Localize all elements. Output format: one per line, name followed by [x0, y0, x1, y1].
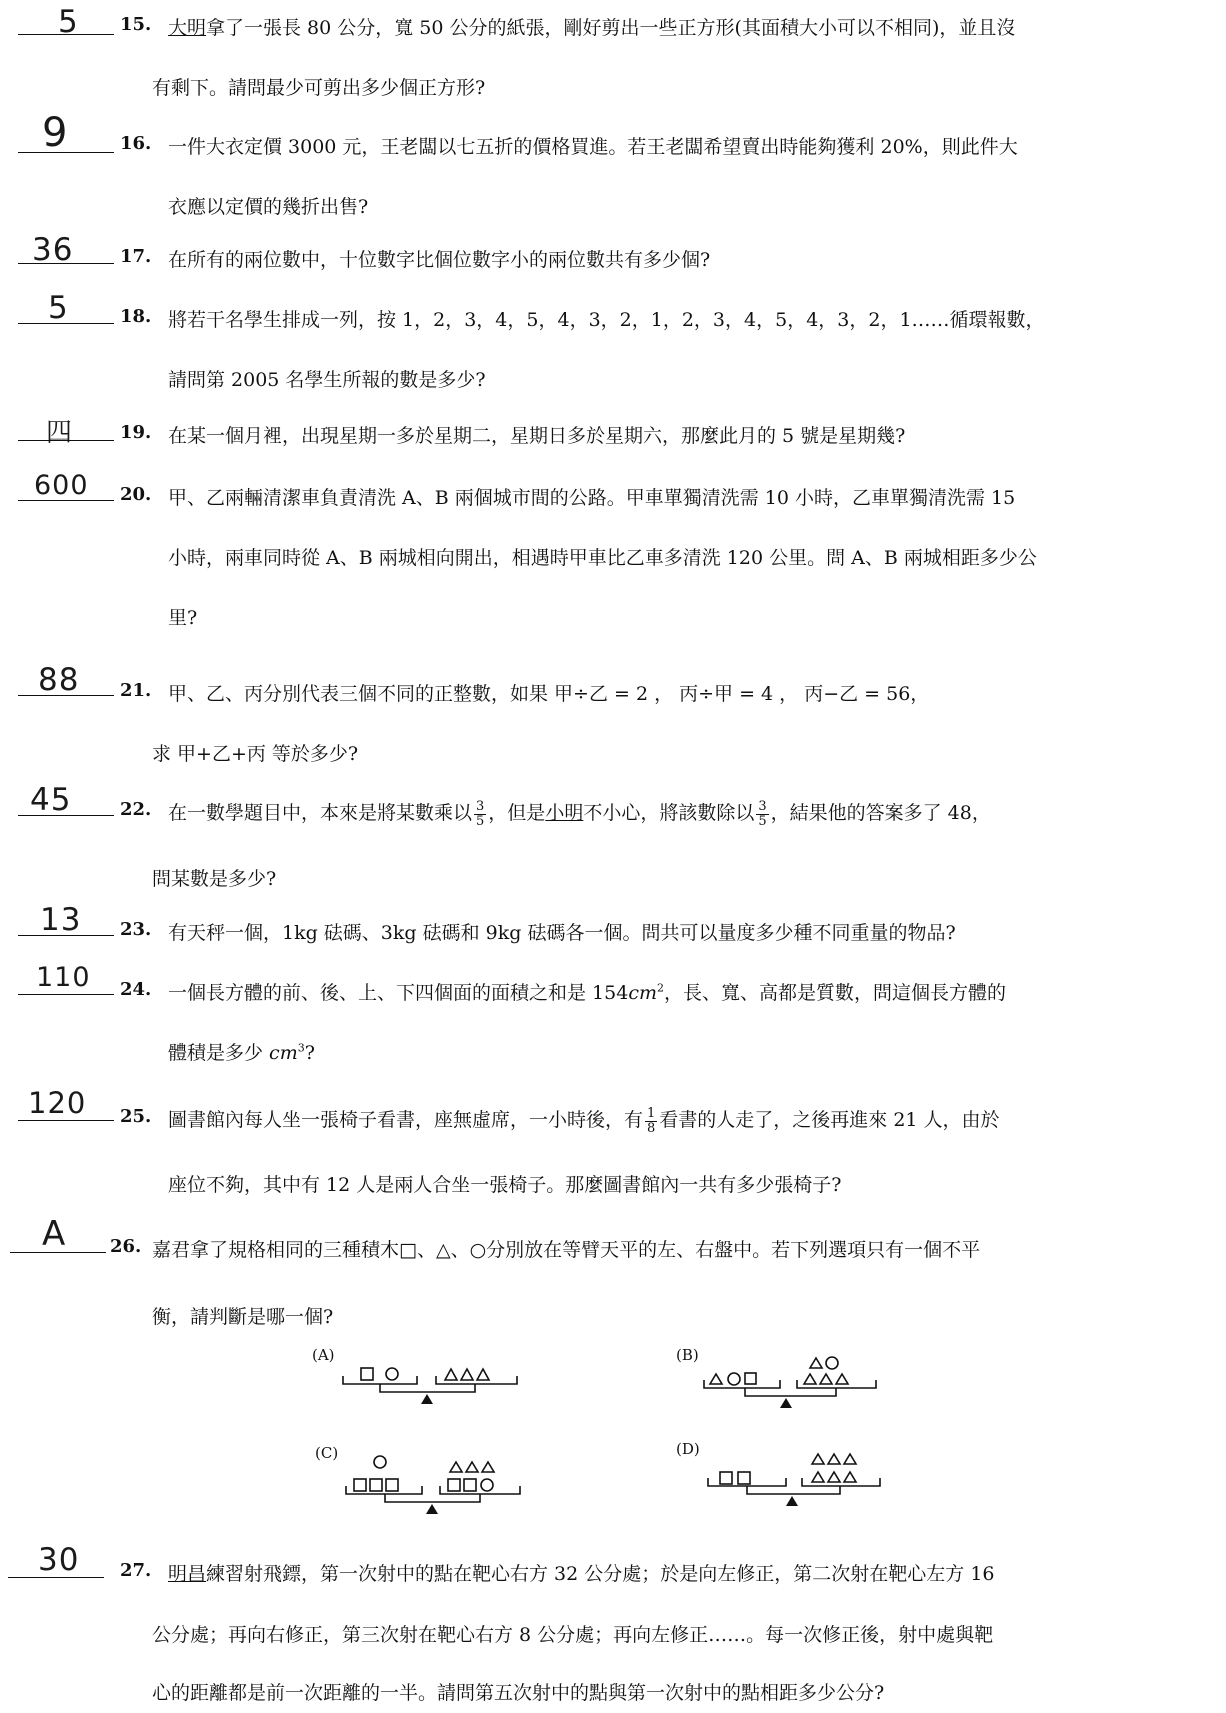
- question-22-line-1: [168, 798, 991, 829]
- answer-blank-23[interactable]: [18, 935, 114, 936]
- question-16-line-1: 一件大衣定價 3000 元，王老闆以七五折的價格買進。若王老闆希望賣出時能夠獲利 20%，則此件大: [168, 136, 1018, 158]
- answer-25: 120: [28, 1086, 87, 1120]
- question-number-18: 18.: [120, 306, 152, 327]
- answer-27: 30: [38, 1542, 80, 1578]
- question-15-line-2: 有剩下。請問最少可剪出多少個正方形?: [152, 77, 486, 99]
- question-18-line-1: 將若干名學生排成一列，按 1，2，3，4，5，4，3，2，1，2，3，4，5，4，3，2，1……循環報數，: [168, 309, 1045, 331]
- question-19-line-1: 在某一個月裡，出現星期一多於星期二，星期日多於星期六，那麼此月的 5 號是星期幾?: [168, 425, 906, 447]
- question-25-line-2: 座位不夠，其中有 12 人是兩人合坐一張椅子。那麼圖書館內一共有多少張椅子?: [168, 1174, 842, 1196]
- question-number-27: 27.: [120, 1560, 152, 1581]
- question-number-16: 16.: [120, 133, 152, 154]
- answer-blank-20[interactable]: [18, 500, 114, 501]
- answer-blank-21[interactable]: [18, 695, 114, 696]
- q24-text-d: ?: [304, 1042, 315, 1064]
- q27-name-mingchang: 明昌: [168, 1563, 207, 1585]
- balance-scale-c: [340, 1452, 530, 1524]
- answer-blank-24[interactable]: [18, 994, 114, 995]
- question-21-line-2: 求 甲+乙+丙 等於多少?: [152, 743, 359, 765]
- balance-scale-d: [702, 1448, 892, 1514]
- q24-text-b: ，長、寬、高都是質數，問這個長方體的: [663, 982, 1006, 1004]
- q24-sup: 2: [656, 981, 664, 995]
- option-c-label: (C): [315, 1444, 339, 1462]
- answer-18: 5: [48, 290, 69, 326]
- question-17-line-1: 在所有的兩位數中，十位數字比個位數字小的兩位數共有多少個?: [168, 249, 711, 271]
- question-20-line-3: 里?: [168, 607, 198, 629]
- question-23-line-1: 有天秤一個，1kg 砝碼、3kg 砝碼和 9kg 砝碼各一個。問共可以量度多少種不同重量的物品?: [168, 922, 956, 944]
- question-15-line-1: [168, 13, 1015, 40]
- q27-text-a: 練習射飛鏢，第一次射中的點在靶心右方 32 公分處；於是向左修正，第二次射在靶心左方 16: [206, 1563, 995, 1585]
- question-number-20: 20.: [120, 484, 152, 505]
- fraction-3-5-b: $\frac{3}{5}$: [758, 798, 767, 829]
- question-27-line-3: 心的距離都是前一次距離的一半。請問第五次射中的點與第一次射中的點相距多少公分?: [152, 1682, 885, 1704]
- q22-name-xiaoming: 小明: [545, 802, 584, 824]
- q15-name-daming: 大明: [168, 17, 207, 39]
- q24-unit-cm: cm: [628, 982, 657, 1004]
- q15-text-1: 大明拿了一張長 80 公分，寬 50 公分的紙張，剛好剪出一些正方形(其面積大小可以不相同)，並且沒: [168, 17, 1016, 39]
- answer-19: 四: [46, 418, 74, 448]
- q25-text-b: 看書的人走了，之後再進來 21 人，由於: [659, 1109, 1000, 1131]
- answer-26: A: [42, 1214, 67, 1254]
- answer-blank-19[interactable]: [18, 440, 114, 441]
- question-number-22: 22.: [120, 799, 152, 820]
- fraction-3-5-a: $\frac{3}{5}$: [476, 798, 485, 829]
- answer-blank-22[interactable]: [18, 815, 114, 816]
- q25-text-a: 圖書館內每人坐一張椅子看書，座無虛席，一小時後，有: [168, 1109, 644, 1131]
- answer-22: 45: [30, 782, 72, 818]
- fraction-1-8: $\frac{1}{8}$: [647, 1105, 656, 1136]
- answer-blank-25[interactable]: [18, 1120, 114, 1121]
- answer-23: 13: [40, 902, 82, 938]
- question-25-line-1: [168, 1105, 1000, 1136]
- q24-unit-cm-2: cm: [269, 1042, 298, 1064]
- question-24-line-2: [168, 1038, 315, 1065]
- answer-blank-15[interactable]: [18, 34, 114, 35]
- q22-text-c: 不小心，將該數除以: [583, 802, 755, 824]
- question-number-21: 21.: [120, 680, 152, 701]
- balance-scale-a: [335, 1362, 520, 1412]
- balance-scale-b: [700, 1356, 885, 1412]
- answer-24: 110: [36, 962, 91, 993]
- option-d-label: (D): [676, 1440, 700, 1458]
- question-24-line-1: [168, 978, 1006, 1005]
- q24-sup-2: 3: [297, 1041, 305, 1055]
- answer-15: 5: [58, 4, 79, 40]
- answer-17: 36: [32, 232, 74, 268]
- q22-text-d: ，結果他的答案多了 48，: [770, 802, 991, 824]
- answer-blank-17[interactable]: [18, 263, 114, 264]
- question-26-line-2: 衡，請判斷是哪一個?: [152, 1306, 334, 1328]
- question-20-line-2: 小時，兩車同時從 A、B 兩城相向開出，相遇時甲車比乙車多清洗 120 公里。問 A、B 兩城相距多少公: [168, 547, 1037, 569]
- question-number-19: 19.: [120, 422, 152, 443]
- option-a-label: (A): [312, 1346, 335, 1364]
- question-26-line-1: 嘉君拿了規格相同的三種積木□、△、○分別放在等臂天平的左、右盤中。若下列選項只有一個不平: [152, 1239, 981, 1261]
- question-number-26: 26.: [110, 1236, 142, 1257]
- question-number-17: 17.: [120, 246, 152, 267]
- question-20-line-1: 甲、乙兩輛清潔車負責清洗 A、B 兩個城市間的公路。甲車單獨清洗需 10 小時，乙車單獨清洗需 15: [168, 487, 1016, 509]
- answer-16: 9: [42, 110, 69, 156]
- answer-blank-26[interactable]: [10, 1252, 106, 1253]
- question-22-line-2: 問某數是多少?: [152, 868, 277, 890]
- q24-text-a: 一個長方體的前、後、上、下四個面的面積之和是 154: [168, 982, 629, 1004]
- answer-blank-16[interactable]: [18, 152, 114, 153]
- q22-text-a: 在一數學題目中，本來是將某數乘以: [168, 802, 473, 824]
- q24-text-c: 體積是多少: [168, 1042, 270, 1064]
- question-21-line-1: 甲、乙、丙分別代表三個不同的正整數，如果 甲÷乙 = 2 ， 丙÷甲 = 4 ， 丙−乙 = 56，: [168, 683, 930, 705]
- answer-blank-18[interactable]: [18, 323, 114, 324]
- option-b-label: (B): [676, 1346, 699, 1364]
- answer-20: 600: [34, 470, 89, 501]
- question-27-line-2: 公分處；再向右修正，第三次射在靶心右方 8 公分處；再向左修正……。每一次修正後，射中處與靶: [152, 1624, 994, 1646]
- question-18-line-2: 請問第 2005 名學生所報的數是多少?: [168, 369, 486, 391]
- question-16-line-2: 衣應以定價的幾折出售?: [168, 196, 369, 218]
- q22-text-b: ，但是: [488, 802, 546, 824]
- answer-blank-27[interactable]: [8, 1577, 104, 1578]
- question-27-line-1: [168, 1559, 995, 1586]
- answer-21: 88: [38, 662, 80, 698]
- question-number-15: 15.: [120, 14, 152, 35]
- question-number-24: 24.: [120, 979, 152, 1000]
- question-number-23: 23.: [120, 919, 152, 940]
- question-number-25: 25.: [120, 1106, 152, 1127]
